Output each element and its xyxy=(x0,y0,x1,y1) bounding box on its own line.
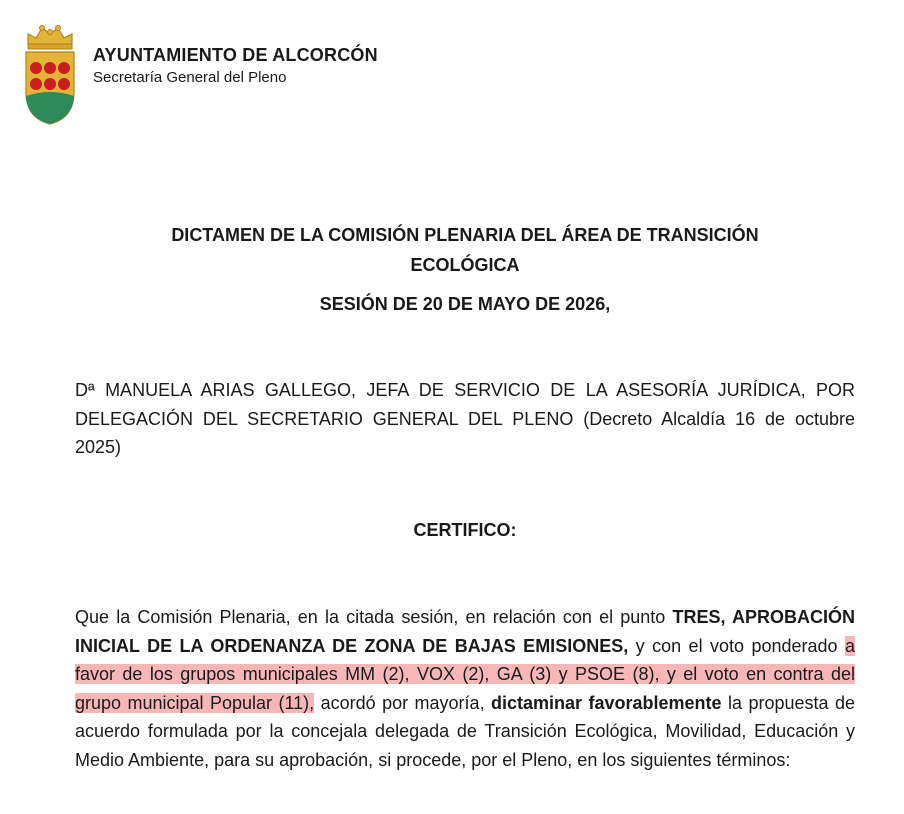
coat-of-arms-icon xyxy=(22,22,78,126)
body-text-4: la propuesta de acuerdo formulada por la concejala delegada de Transición Ecológica, Movilidad, Educación y Medio Ambiente, para su aprobación, si procede, por el Pleno, en los siguientes términos: xyxy=(75,692,855,770)
highlighted-vote: a favor de los grupos municipales MM (2), VOX (2), GA (3) y PSOE (8), y el voto en contra del grupo municipal Popular (11), xyxy=(75,635,855,713)
organization-name: AYUNTAMIENTO DE ALCORCÓN xyxy=(93,45,378,65)
certifico-heading: CERTIFICO: xyxy=(413,520,517,540)
title-line-1: DICTAMEN DE LA COMISIÓN PLENARIA DEL ÁREA DE TRANSICIÓN xyxy=(171,225,759,245)
session-date: SESIÓN DE 20 DE MAYO DE 2026, xyxy=(319,294,611,314)
body-paragraph xyxy=(75,603,855,774)
body-text-2: y con el voto ponderado xyxy=(628,635,845,656)
title-line-2: ECOLÓGICA xyxy=(410,255,520,275)
letterhead xyxy=(93,44,378,88)
intro-paragraph: Dª MANUELA ARIAS GALLEGO, JEFA DE SERVICIO DE LA ASESORÍA JURÍDICA, POR DELEGACIÓN DEL SECRETARIO GENERAL DEL PLENO (Decreto Alcaldía 16 de octubre 2025) xyxy=(75,380,855,457)
body-text-1: Que la Comisión Plenaria, en la citada sesión, en relación con el punto xyxy=(75,607,673,627)
resolution-verb: dictaminar favorablemente xyxy=(491,692,722,713)
body-text-3: acordó por mayoría, xyxy=(314,692,492,713)
document-title xyxy=(70,220,860,280)
agenda-point: TRES, APROBACIÓN INICIAL DE LA ORDENANZA DE ZONA DE BAJAS EMISIONES, xyxy=(75,607,856,656)
department-name: Secretaría General del Pleno xyxy=(93,69,287,86)
